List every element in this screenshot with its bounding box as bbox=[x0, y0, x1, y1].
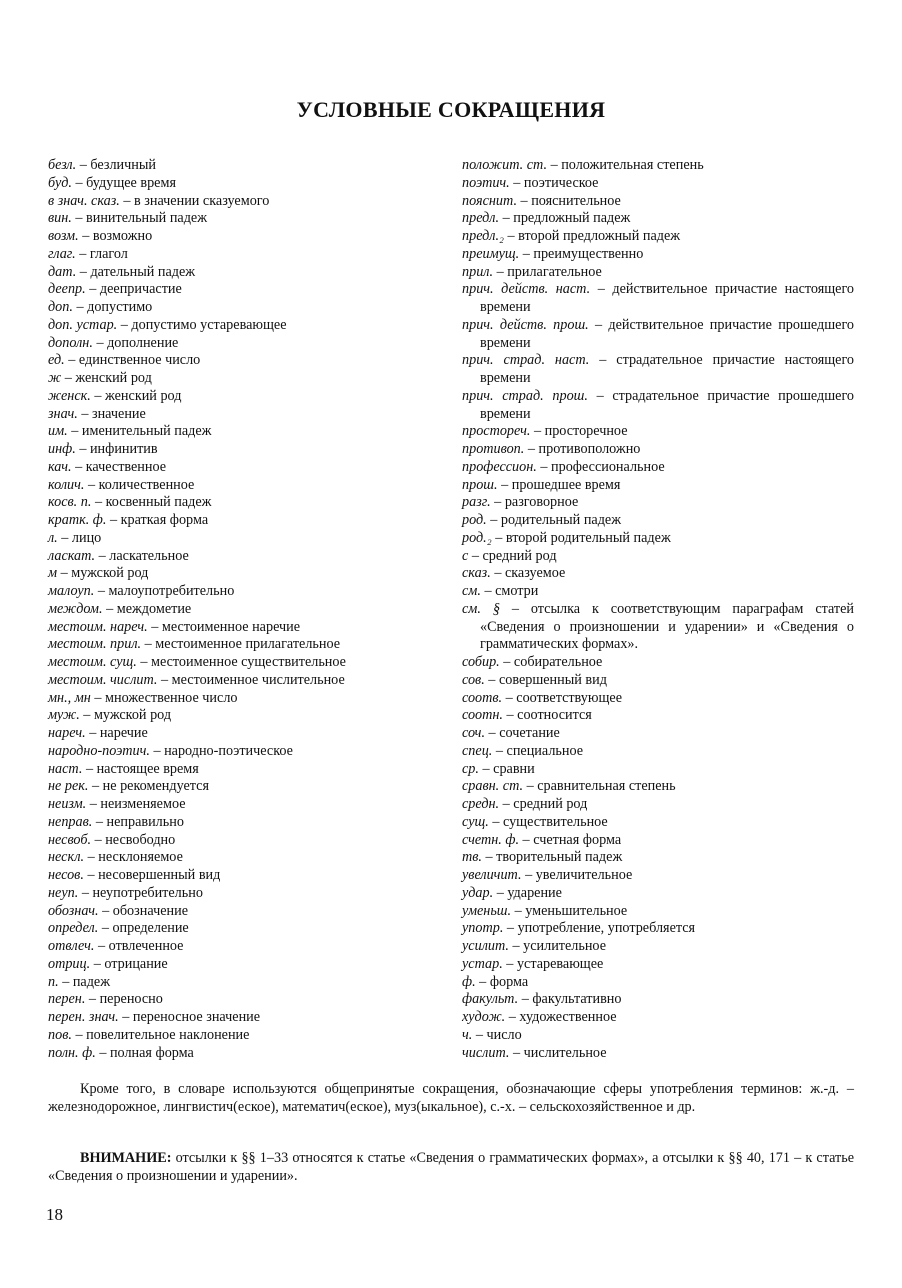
abbreviation-term: возм. bbox=[48, 228, 79, 244]
abbreviation-term: соотв. bbox=[462, 689, 503, 706]
abbreviation-term: предл. bbox=[462, 210, 500, 227]
abbreviation-meaning: – специальное bbox=[492, 742, 584, 759]
abbreviation-entry bbox=[48, 885, 428, 903]
abbreviation-term: числит. bbox=[462, 1044, 510, 1061]
abbreviation-entry bbox=[48, 601, 428, 619]
abbreviation-entry bbox=[462, 175, 854, 193]
abbreviation-term: простореч. bbox=[462, 423, 531, 440]
abbreviation-entry bbox=[48, 477, 428, 495]
abbreviation-meaning: – ударение bbox=[493, 884, 562, 901]
abbreviation-entry bbox=[48, 352, 428, 370]
abbreviation-entry bbox=[48, 548, 428, 566]
abbreviation-entry bbox=[462, 441, 854, 459]
abbreviation-entry bbox=[48, 317, 428, 335]
abbreviation-meaning: – безличный bbox=[76, 157, 156, 173]
abbreviation-term: неправ. bbox=[48, 813, 93, 830]
abbreviation-entry bbox=[462, 707, 854, 725]
abbreviation-meaning: – переносно bbox=[85, 991, 163, 1008]
abbreviation-entry bbox=[48, 264, 428, 282]
attention-label: ВНИМАНИЕ: bbox=[80, 1150, 172, 1166]
abbreviation-term: колич. bbox=[48, 476, 85, 493]
abbreviation-term: устар. bbox=[462, 955, 503, 972]
abbreviation-term: соч. bbox=[462, 725, 485, 741]
abbreviation-meaning: – местоименное прилагательное bbox=[141, 636, 341, 653]
abbreviation-meaning: – действительное причастие прошедшего времени bbox=[480, 316, 855, 351]
abbreviation-entry bbox=[462, 654, 854, 672]
abbreviation-meaning: – прилагательное bbox=[493, 263, 602, 280]
abbreviation-entry bbox=[462, 743, 854, 761]
abbreviation-term: инф. bbox=[48, 441, 76, 457]
abbreviation-entry bbox=[462, 423, 854, 441]
abbreviation-entry bbox=[48, 796, 428, 814]
abbreviation-term: муж. bbox=[48, 707, 80, 724]
abbreviation-term: доп. устар. bbox=[48, 316, 118, 333]
abbreviation-meaning: – профессиональное bbox=[536, 458, 665, 475]
abbreviation-term: с bbox=[462, 547, 469, 564]
abbreviation-meaning: – число bbox=[472, 1026, 522, 1043]
abbreviation-entry bbox=[462, 920, 854, 938]
abbreviation-term: преимущ. bbox=[462, 245, 520, 262]
abbreviation-meaning: – уменьшительное bbox=[511, 902, 628, 919]
abbreviation-entry bbox=[48, 1027, 428, 1045]
abbreviation-meaning: – возможно bbox=[78, 228, 153, 244]
abbreviation-term: несвоб. bbox=[48, 831, 92, 848]
abbreviation-term: местоим. числит. bbox=[48, 671, 158, 688]
abbreviation-entry bbox=[462, 1009, 854, 1027]
abbreviation-meaning: – местоименное существительное bbox=[136, 654, 346, 670]
abbreviation-meaning: – сочетание bbox=[485, 725, 560, 741]
abbreviation-meaning: – существительное bbox=[488, 813, 608, 830]
abbreviation-meaning: – народно-поэтическое bbox=[149, 742, 293, 759]
abbreviation-entry bbox=[462, 530, 854, 548]
abbreviation-meaning: – предложный падеж bbox=[499, 210, 631, 227]
abbreviation-meaning: – увеличительное bbox=[521, 867, 633, 883]
abbreviation-meaning: – дательный падеж bbox=[76, 263, 196, 280]
abbreviation-term: употр. bbox=[462, 920, 504, 937]
abbreviation-meaning: – ласкательное bbox=[95, 547, 189, 564]
abbreviation-term: буд. bbox=[48, 174, 72, 191]
abbreviation-meaning: – междометие bbox=[102, 600, 192, 617]
abbreviation-term: п. bbox=[48, 973, 59, 990]
abbreviations-column-right bbox=[462, 157, 854, 1062]
abbreviation-entry bbox=[462, 246, 854, 264]
abbreviation-meaning: – собирательное bbox=[499, 654, 603, 670]
abbreviation-meaning: – средний род bbox=[499, 796, 588, 812]
abbreviation-entry bbox=[462, 849, 854, 867]
abbreviation-term: перен. знач. bbox=[48, 1009, 119, 1025]
abbreviation-term: местоим. нареч. bbox=[48, 618, 148, 635]
abbreviation-entry bbox=[48, 903, 428, 921]
abbreviation-entry bbox=[48, 832, 428, 850]
abbreviation-term: не рек. bbox=[48, 778, 89, 795]
abbreviation-term: знач. bbox=[48, 405, 78, 422]
abbreviation-term: противоп. bbox=[462, 441, 525, 457]
abbreviation-meaning: – переносное значение bbox=[118, 1009, 261, 1025]
abbreviation-term: доп. bbox=[48, 299, 73, 315]
abbreviation-term: см. § bbox=[462, 600, 500, 617]
abbreviation-meaning: – прошедшее время bbox=[497, 476, 621, 493]
abbreviation-term: предл.₂ bbox=[462, 228, 504, 244]
abbreviation-meaning: – усилительное bbox=[508, 938, 606, 954]
abbreviation-meaning: – единственное число bbox=[64, 352, 201, 369]
abbreviation-entry bbox=[48, 867, 428, 885]
abbreviation-meaning: – краткая форма bbox=[106, 512, 209, 528]
attention-paragraph bbox=[48, 1150, 854, 1186]
abbreviation-meaning: – художественное bbox=[505, 1009, 617, 1025]
abbreviation-entry bbox=[48, 920, 428, 938]
abbreviation-meaning: – сравни bbox=[478, 760, 535, 777]
abbreviation-meaning: – качественное bbox=[71, 458, 167, 475]
abbreviation-term: народно-поэтич. bbox=[48, 742, 150, 759]
abbreviation-term: определ. bbox=[48, 920, 99, 937]
abbreviation-term: обознач. bbox=[48, 902, 99, 919]
abbreviation-meaning: – глагол bbox=[75, 245, 128, 262]
abbreviation-term: уменьш. bbox=[462, 902, 512, 919]
abbreviation-term: в знач. сказ. bbox=[48, 192, 120, 209]
abbreviation-term: прич. страд. наст. bbox=[462, 352, 590, 369]
abbreviation-term: междом. bbox=[48, 600, 103, 617]
abbreviation-entry bbox=[48, 761, 428, 779]
abbreviation-term: ср. bbox=[462, 760, 479, 777]
abbreviation-entry bbox=[48, 636, 428, 654]
abbreviation-entry bbox=[462, 814, 854, 832]
abbreviation-term: профессион. bbox=[462, 458, 537, 475]
abbreviation-meaning: – мужской род bbox=[79, 707, 172, 724]
abbreviation-entry bbox=[48, 210, 428, 228]
abbreviation-entry bbox=[462, 1045, 854, 1063]
abbreviation-entry bbox=[48, 778, 428, 796]
abbreviation-meaning: – форма bbox=[475, 973, 529, 990]
abbreviation-meaning: – малоупотребительно bbox=[94, 583, 235, 599]
abbreviation-entry bbox=[48, 512, 428, 530]
abbreviation-entry bbox=[48, 175, 428, 193]
abbreviation-meaning: – совершенный вид bbox=[484, 671, 607, 688]
abbreviation-entry bbox=[48, 619, 428, 637]
abbreviation-term: дат. bbox=[48, 263, 77, 280]
abbreviation-entry bbox=[48, 743, 428, 761]
abbreviation-meaning: – лицо bbox=[57, 529, 102, 546]
abbreviation-meaning: – просторечное bbox=[530, 423, 628, 440]
abbreviation-term: мн., мн bbox=[48, 689, 91, 706]
abbreviation-term: местоим. сущ. bbox=[48, 654, 137, 670]
abbreviation-entry bbox=[48, 849, 428, 867]
abbreviation-meaning: – отвлеченное bbox=[94, 938, 184, 954]
abbreviation-term: глаг. bbox=[48, 245, 76, 262]
abbreviation-entry bbox=[48, 725, 428, 743]
abbreviation-term: женск. bbox=[48, 387, 91, 404]
abbreviation-entry bbox=[48, 459, 428, 477]
abbreviation-entry bbox=[48, 672, 428, 690]
abbreviation-term: наст. bbox=[48, 760, 83, 777]
abbreviation-meaning: – счетная форма bbox=[519, 831, 622, 848]
abbreviation-entry bbox=[48, 299, 428, 317]
attention-text: отсылки к §§ 1–33 относятся к статье «Сведения о грамматических формах», а отсылки к §§ 40, 171 – к статье «Сведения о произношении и ударении». bbox=[48, 1150, 854, 1184]
abbreviation-term: прош. bbox=[462, 476, 498, 493]
abbreviation-meaning: – повелительное наклонение bbox=[71, 1026, 250, 1043]
abbreviation-term: усилит. bbox=[462, 938, 509, 954]
abbreviation-entry bbox=[48, 654, 428, 672]
abbreviation-entry bbox=[48, 690, 428, 708]
abbreviation-term: род. bbox=[462, 512, 487, 528]
abbreviation-meaning: – местоименное наречие bbox=[147, 618, 301, 635]
abbreviation-meaning: – соответствующее bbox=[502, 689, 622, 706]
abbreviation-entry bbox=[462, 388, 854, 424]
abbreviation-term: деепр. bbox=[48, 281, 86, 298]
abbreviation-meaning: – множественное число bbox=[90, 689, 238, 706]
abbreviation-entry bbox=[48, 974, 428, 992]
abbreviation-meaning: – противоположно bbox=[524, 441, 641, 457]
abbreviation-term: разг. bbox=[462, 494, 491, 511]
abbreviation-term: дополн. bbox=[48, 334, 93, 351]
abbreviation-entry bbox=[48, 991, 428, 1009]
abbreviation-term: отвлеч. bbox=[48, 938, 95, 954]
abbreviation-meaning: – женский род bbox=[61, 370, 152, 386]
abbreviation-term: спец. bbox=[462, 742, 493, 759]
abbreviation-entry bbox=[462, 317, 854, 353]
abbreviation-entry bbox=[462, 352, 854, 388]
abbreviation-meaning: – сравнительная степень bbox=[523, 778, 676, 795]
abbreviation-meaning: – преимущественно bbox=[519, 245, 644, 262]
abbreviation-entry bbox=[48, 565, 428, 583]
abbreviation-term: положит. ст. bbox=[462, 157, 548, 173]
abbreviation-meaning: – косвенный падеж bbox=[91, 494, 212, 511]
abbreviation-entry bbox=[462, 264, 854, 282]
abbreviation-term: перен. bbox=[48, 991, 86, 1008]
abbreviation-meaning: – дополнение bbox=[92, 334, 179, 351]
abbreviation-meaning: – факультативно bbox=[518, 991, 622, 1008]
abbreviation-term: прич. действ. прош. bbox=[462, 316, 589, 333]
abbreviation-meaning: – действительное причастие настоящего времени bbox=[480, 281, 855, 315]
abbreviation-meaning: – женский род bbox=[90, 387, 182, 404]
abbreviation-entry bbox=[48, 423, 428, 441]
abbreviation-meaning: – мужской род bbox=[57, 565, 149, 582]
abbreviation-meaning: – значение bbox=[77, 405, 146, 422]
abbreviation-term: пов. bbox=[48, 1026, 72, 1043]
abbreviation-meaning: – количественное bbox=[84, 476, 195, 493]
abbreviation-entry bbox=[48, 494, 428, 512]
abbreviation-term: пояснит. bbox=[462, 192, 517, 209]
abbreviation-term: кратк. ф. bbox=[48, 512, 107, 528]
abbreviation-term: косв. п. bbox=[48, 494, 92, 511]
abbreviation-meaning: – творительный падеж bbox=[481, 849, 623, 866]
abbreviation-meaning: – поэтическое bbox=[509, 174, 599, 191]
abbreviation-meaning: – положительная степень bbox=[547, 157, 704, 173]
abbreviation-meaning: – неупотребительно bbox=[78, 884, 203, 901]
abbreviation-meaning: – страдательное причастие прошедшего времени bbox=[480, 387, 854, 422]
abbreviation-meaning: – несклоняемое bbox=[84, 849, 183, 866]
abbreviation-meaning: – родительный падеж bbox=[486, 512, 622, 528]
abbreviation-term: собир. bbox=[462, 654, 500, 670]
abbreviation-term: соотн. bbox=[462, 707, 503, 724]
abbreviation-meaning: – винительный падеж bbox=[71, 210, 208, 227]
abbreviation-term: м bbox=[48, 565, 58, 582]
page-title: УСЛОВНЫЕ СОКРАЩЕНИЯ bbox=[296, 97, 606, 122]
abbreviation-entry bbox=[462, 477, 854, 495]
abbreviation-entry bbox=[462, 761, 854, 779]
abbreviation-entry bbox=[462, 512, 854, 530]
abbreviation-term: л. bbox=[48, 529, 58, 546]
abbreviation-entry bbox=[462, 991, 854, 1009]
abbreviation-term: см. bbox=[462, 583, 481, 599]
abbreviation-entry bbox=[462, 690, 854, 708]
abbreviation-term: сравн. ст. bbox=[462, 778, 524, 795]
abbreviation-meaning: – местоименное числительное bbox=[157, 671, 345, 688]
abbreviation-term: ж bbox=[48, 370, 62, 386]
abbreviation-term: факульт. bbox=[462, 991, 519, 1008]
abbreviation-term: нареч. bbox=[48, 725, 86, 741]
abbreviation-entry bbox=[462, 210, 854, 228]
abbreviation-term: сказ. bbox=[462, 565, 491, 582]
abbreviation-term: удар. bbox=[462, 884, 494, 901]
abbreviation-entry bbox=[48, 370, 428, 388]
abbreviation-term: безл. bbox=[48, 157, 77, 173]
abbreviation-entry bbox=[462, 494, 854, 512]
abbreviation-term: тв. bbox=[462, 849, 482, 866]
abbreviation-entry bbox=[462, 725, 854, 743]
abbreviation-entry bbox=[462, 565, 854, 583]
abbreviation-meaning: – неизменяемое bbox=[86, 796, 186, 812]
abbreviation-entry bbox=[462, 157, 854, 175]
abbreviation-meaning: – не рекомендуется bbox=[88, 778, 209, 795]
abbreviation-entry bbox=[48, 530, 428, 548]
abbreviation-term: увеличит. bbox=[462, 867, 522, 883]
abbreviation-entry bbox=[462, 672, 854, 690]
abbreviation-meaning: – деепричастие bbox=[85, 281, 182, 298]
abbreviation-entry bbox=[48, 956, 428, 974]
abbreviation-entry bbox=[462, 583, 854, 601]
abbreviation-meaning: – устаревающее bbox=[502, 955, 604, 972]
abbreviation-meaning: – наречие bbox=[85, 725, 148, 741]
abbreviation-entry bbox=[462, 956, 854, 974]
abbreviation-entry bbox=[462, 867, 854, 885]
abbreviation-term: средн. bbox=[462, 796, 500, 812]
abbreviation-term: кач. bbox=[48, 458, 72, 475]
abbreviation-term: сов. bbox=[462, 671, 485, 688]
abbreviation-meaning: – неправильно bbox=[92, 813, 184, 830]
abbreviation-entry bbox=[48, 441, 428, 459]
abbreviation-term: худож. bbox=[462, 1009, 506, 1025]
abbreviation-term: ф. bbox=[462, 973, 476, 990]
abbreviation-meaning: – инфинитив bbox=[75, 441, 158, 457]
abbreviation-meaning: – несовершенный вид bbox=[83, 867, 221, 883]
abbreviation-meaning: – страдательное причастие настоящего времени bbox=[480, 352, 855, 386]
abbreviation-term: им. bbox=[48, 423, 68, 440]
abbreviation-term: малоуп. bbox=[48, 583, 95, 599]
abbreviation-term: несов. bbox=[48, 867, 84, 883]
abbreviation-entry bbox=[462, 459, 854, 477]
abbreviation-meaning: – средний род bbox=[468, 547, 557, 564]
abbreviation-term: счетн. ф. bbox=[462, 831, 519, 848]
abbreviation-meaning: – употребление, употребляется bbox=[503, 920, 696, 937]
abbreviation-meaning: – определение bbox=[98, 920, 189, 937]
abbreviation-meaning: – обозначение bbox=[98, 902, 188, 919]
abbreviation-entry bbox=[48, 1009, 428, 1027]
abbreviation-meaning: – числительное bbox=[509, 1044, 607, 1061]
abbreviation-meaning: – несвободно bbox=[91, 831, 176, 848]
abbreviation-entry bbox=[48, 938, 428, 956]
abbreviation-term: полн. ф. bbox=[48, 1044, 96, 1061]
abbreviation-entry bbox=[48, 335, 428, 353]
abbreviation-term: ч. bbox=[462, 1026, 473, 1043]
abbreviation-entry bbox=[462, 193, 854, 211]
abbreviation-meaning: – будущее время bbox=[71, 174, 176, 191]
abbreviation-term: прич. действ. наст. bbox=[462, 281, 591, 298]
abbreviation-term: ласкат. bbox=[48, 547, 96, 564]
abbreviation-entry bbox=[48, 814, 428, 832]
abbreviation-meaning: – сказуемое bbox=[490, 565, 566, 582]
abbreviation-entry bbox=[462, 974, 854, 992]
abbreviation-entry bbox=[462, 832, 854, 850]
abbreviation-entry bbox=[462, 228, 854, 246]
abbreviation-meaning: – полная форма bbox=[95, 1044, 194, 1061]
abbreviation-entry bbox=[462, 796, 854, 814]
abbreviation-term: род.₂ bbox=[462, 529, 492, 546]
abbreviation-meaning: – допустимо bbox=[72, 299, 153, 315]
abbreviation-meaning: – разговорное bbox=[490, 494, 579, 511]
abbreviation-term: местоим. прил. bbox=[48, 636, 142, 653]
abbreviation-meaning: – соотносится bbox=[502, 707, 592, 724]
abbreviation-meaning: – отсылка к соответствующим параграфам статей «Сведения о произношении и ударении» и «Сведения о грамматических формах». bbox=[480, 600, 855, 653]
abbreviation-term: неуп. bbox=[48, 884, 79, 901]
abbreviation-entry bbox=[462, 548, 854, 566]
abbreviation-term: ед. bbox=[48, 352, 65, 369]
abbreviation-term: поэтич. bbox=[462, 174, 510, 191]
abbreviation-meaning: – смотри bbox=[480, 583, 539, 599]
abbreviation-entry bbox=[462, 601, 854, 654]
abbreviation-term: прич. страд. прош. bbox=[462, 387, 588, 404]
abbreviation-entry bbox=[48, 281, 428, 299]
abbreviation-term: отриц. bbox=[48, 955, 91, 972]
abbreviations-column-left bbox=[48, 157, 428, 1062]
abbreviation-meaning: – падеж bbox=[58, 973, 111, 990]
abbreviation-entry bbox=[462, 778, 854, 796]
abbreviation-meaning: – второй родительный падеж bbox=[491, 529, 671, 546]
page-number: 18 bbox=[46, 1205, 63, 1224]
abbreviation-meaning: – второй предложный падеж bbox=[503, 228, 681, 244]
abbreviation-entry bbox=[48, 707, 428, 725]
abbreviation-entry bbox=[462, 938, 854, 956]
abbreviation-entry bbox=[48, 388, 428, 406]
abbreviation-entry bbox=[48, 157, 428, 175]
note-paragraph: Кроме того, в словаре используются общепринятые сокращения, обозначающие сферы употребления терминов: ж.-д. – железнодорожное, лингвистич(еское), математич(еское), муз(ыкальное), с.-х. – сельскохозяйственное и др. bbox=[48, 1081, 854, 1115]
abbreviation-term: прил. bbox=[462, 263, 494, 280]
abbreviation-entry bbox=[48, 583, 428, 601]
abbreviation-meaning: – в значении сказуемого bbox=[119, 192, 270, 209]
abbreviation-entry bbox=[462, 281, 854, 317]
abbreviation-term: неизм. bbox=[48, 796, 87, 812]
abbreviation-entry bbox=[48, 228, 428, 246]
abbreviation-meaning: – настоящее время bbox=[82, 760, 199, 777]
abbreviation-entry bbox=[462, 885, 854, 903]
abbreviation-meaning: – отрицание bbox=[90, 955, 168, 972]
abbreviation-entry bbox=[48, 406, 428, 424]
abbreviation-entry bbox=[462, 903, 854, 921]
abbreviation-entry bbox=[48, 246, 428, 264]
abbreviation-meaning: – допустимо устаревающее bbox=[117, 316, 287, 333]
abbreviation-term: вин. bbox=[48, 210, 72, 227]
abbreviation-entry bbox=[48, 193, 428, 211]
abbreviation-term: нескл. bbox=[48, 849, 85, 866]
abbreviation-meaning: – именительный падеж bbox=[67, 423, 212, 440]
abbreviation-term: сущ. bbox=[462, 813, 489, 830]
abbreviation-entry bbox=[48, 1045, 428, 1063]
abbreviation-meaning: – пояснительное bbox=[517, 192, 621, 209]
abbreviation-entry bbox=[462, 1027, 854, 1045]
